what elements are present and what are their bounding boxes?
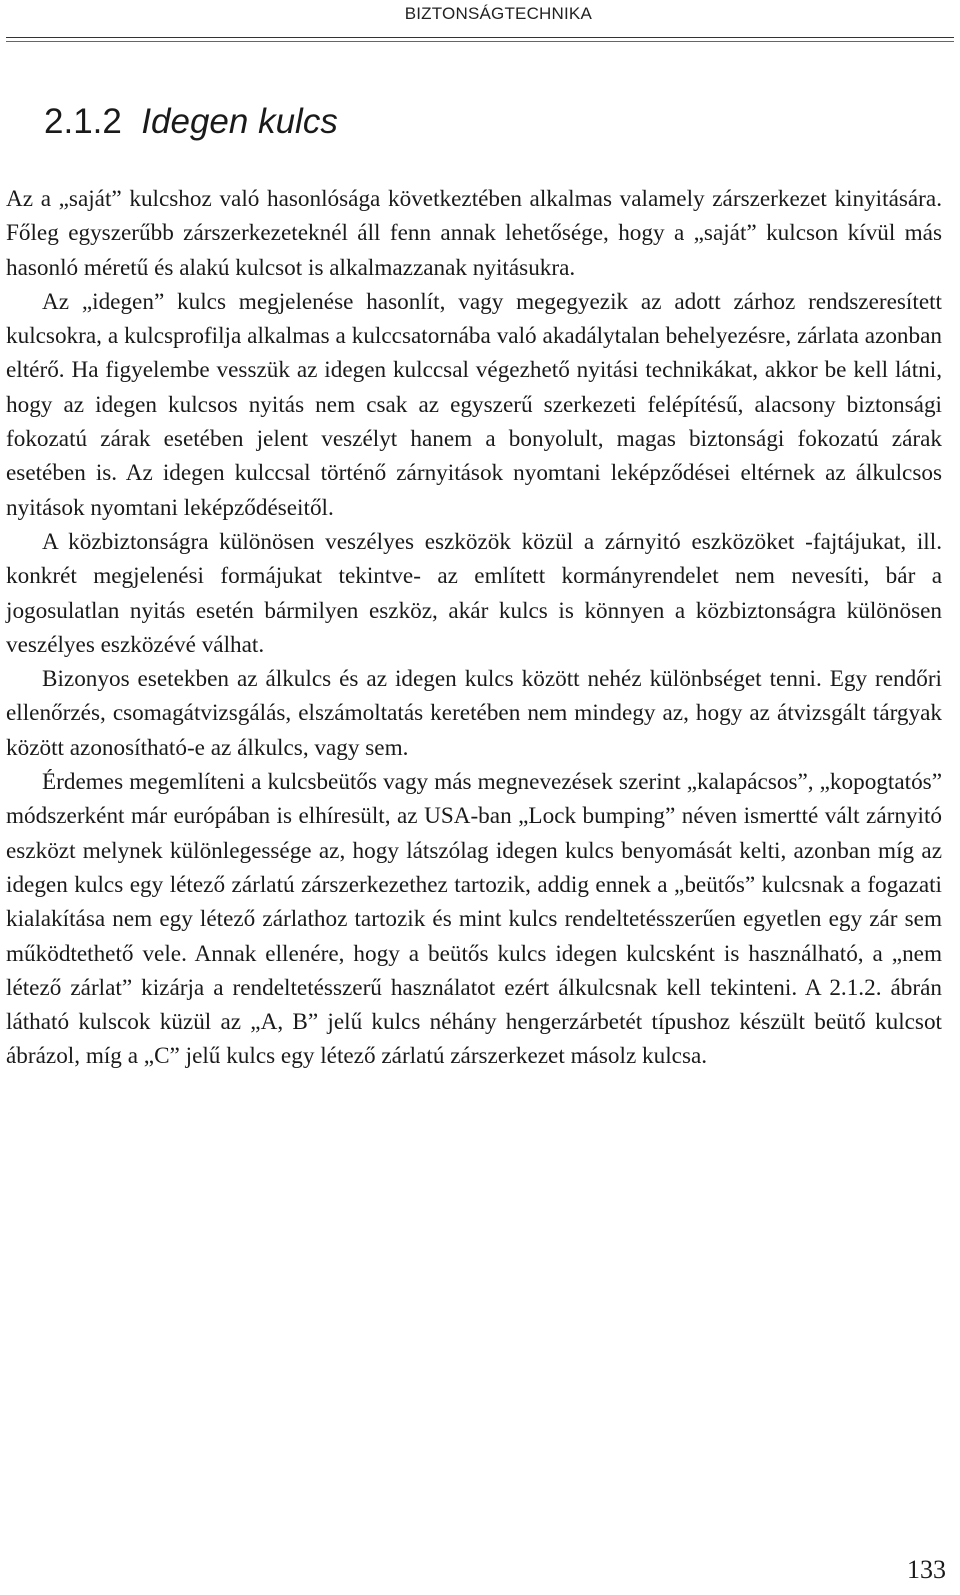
paragraph-2: Az „idegen” kulcs megjelenése hasonlít, vagy megegyezik az adott zárhoz rendszeresített kulcsokra, a kulcsprofilja alkalmas a kulccsatornába való akadálytalan behelyezésre, zárlata azonban eltérő. Ha figyelembe vesszük az idegen kulccsal végezhető nyitási technikákat, akkor be kell látni, hogy az idegen kulcsos nyitás nem csak az egyszerű szerkezeti felépítésű, alacsony biztonsági fokozatú zárak esetében jelent veszélyt hanem a bonyolult, magas biztonsági fokozatú zárak esetében is. Az idegen kulccsal történő zárnyitások nyomtani leképződései eltérnek az álkulcsos nyitások nyomtani leképződéseitől. <box>6 288 942 521</box>
paragraph-1: Az a „saját” kulcshoz való hasonlósága következtében alkalmas valamely zárszerkezet kinyitására. Főleg egyszerűbb zárszerkezeteknél áll fenn annak lehetősége, hogy a „saját” kulcson kívül más hasonló méretű és alakú kulcsot is alkalmazzanak nyitásukra. <box>6 186 942 281</box>
section-heading <box>44 102 338 142</box>
section-title: Idegen kulcs <box>141 102 338 141</box>
running-head <box>6 0 954 36</box>
paragraph-3: A közbiztonságra különösen veszélyes eszközök közül a zárnyitó eszközöket -fajtájukat, ill. konkrét megjelenési formájukat tekintve- az említett kormányrendelet nem nevesíti, bár a jogosulatlan nyitás esetén bármilyen eszköz, akár kulcs is könnyen a közbiztonságra különösen veszélyes eszközévé válhat. <box>6 528 942 658</box>
running-head-text: BIZTONSÁGTECHNIKA <box>404 4 592 23</box>
header-rule <box>6 37 954 38</box>
body-text <box>6 182 942 1074</box>
header-rule-thin <box>6 41 954 42</box>
page-number: 133 <box>907 1555 946 1584</box>
section-number: 2.1.2 <box>44 102 122 141</box>
paragraph-4: Bizonyos esetekben az álkulcs és az idegen kulcs között nehéz különbséget tenni. Egy rendőri ellenőrzés, csomagátvizsgálás, elszámoltatás keretében nem mindegy az, hogy az átvizsgált tárgyak között azonosítható-e az álkulcs, vagy sem. <box>6 666 942 761</box>
paragraph-5: Érdemes megemlíteni a kulcsbeütős vagy más megnevezések szerint „kalapácsos”, „kopogtatós” módszerként már európában is elhíresült, az USA-ban „Lock bumping” néven ismertté vált zárnyitó eszközt melynek különlegessége az, hogy látszólag idegen kulcs benyomását kelti, azonban míg az idegen kulcs egy létező zárlatú zárszerkezethez tartozik, addig ennek a „beütős” kulcsnak a fogazati kialakítása nem egy létező zárlathoz tartozik és mint kulcs rendeltetésszerűen egyetlen egy zár sem működtethető vele. Annak ellenére, hogy a beütős kulcs idegen kulcsként is használható, a „nem létező zárlat” kizárja a rendeltetésszerű használatot ezért álkulcsnak kell tekinteni. A 2.1.2. ábrán látható kulscok küzül az „A, B” jelű kulcs néhány hengerzárbetét típushoz készült beütő kulcsot ábrázol, míg a „C” jelű kulcs egy létező zárlatú zárszerkezet másolz kulcsa. <box>6 769 942 1070</box>
